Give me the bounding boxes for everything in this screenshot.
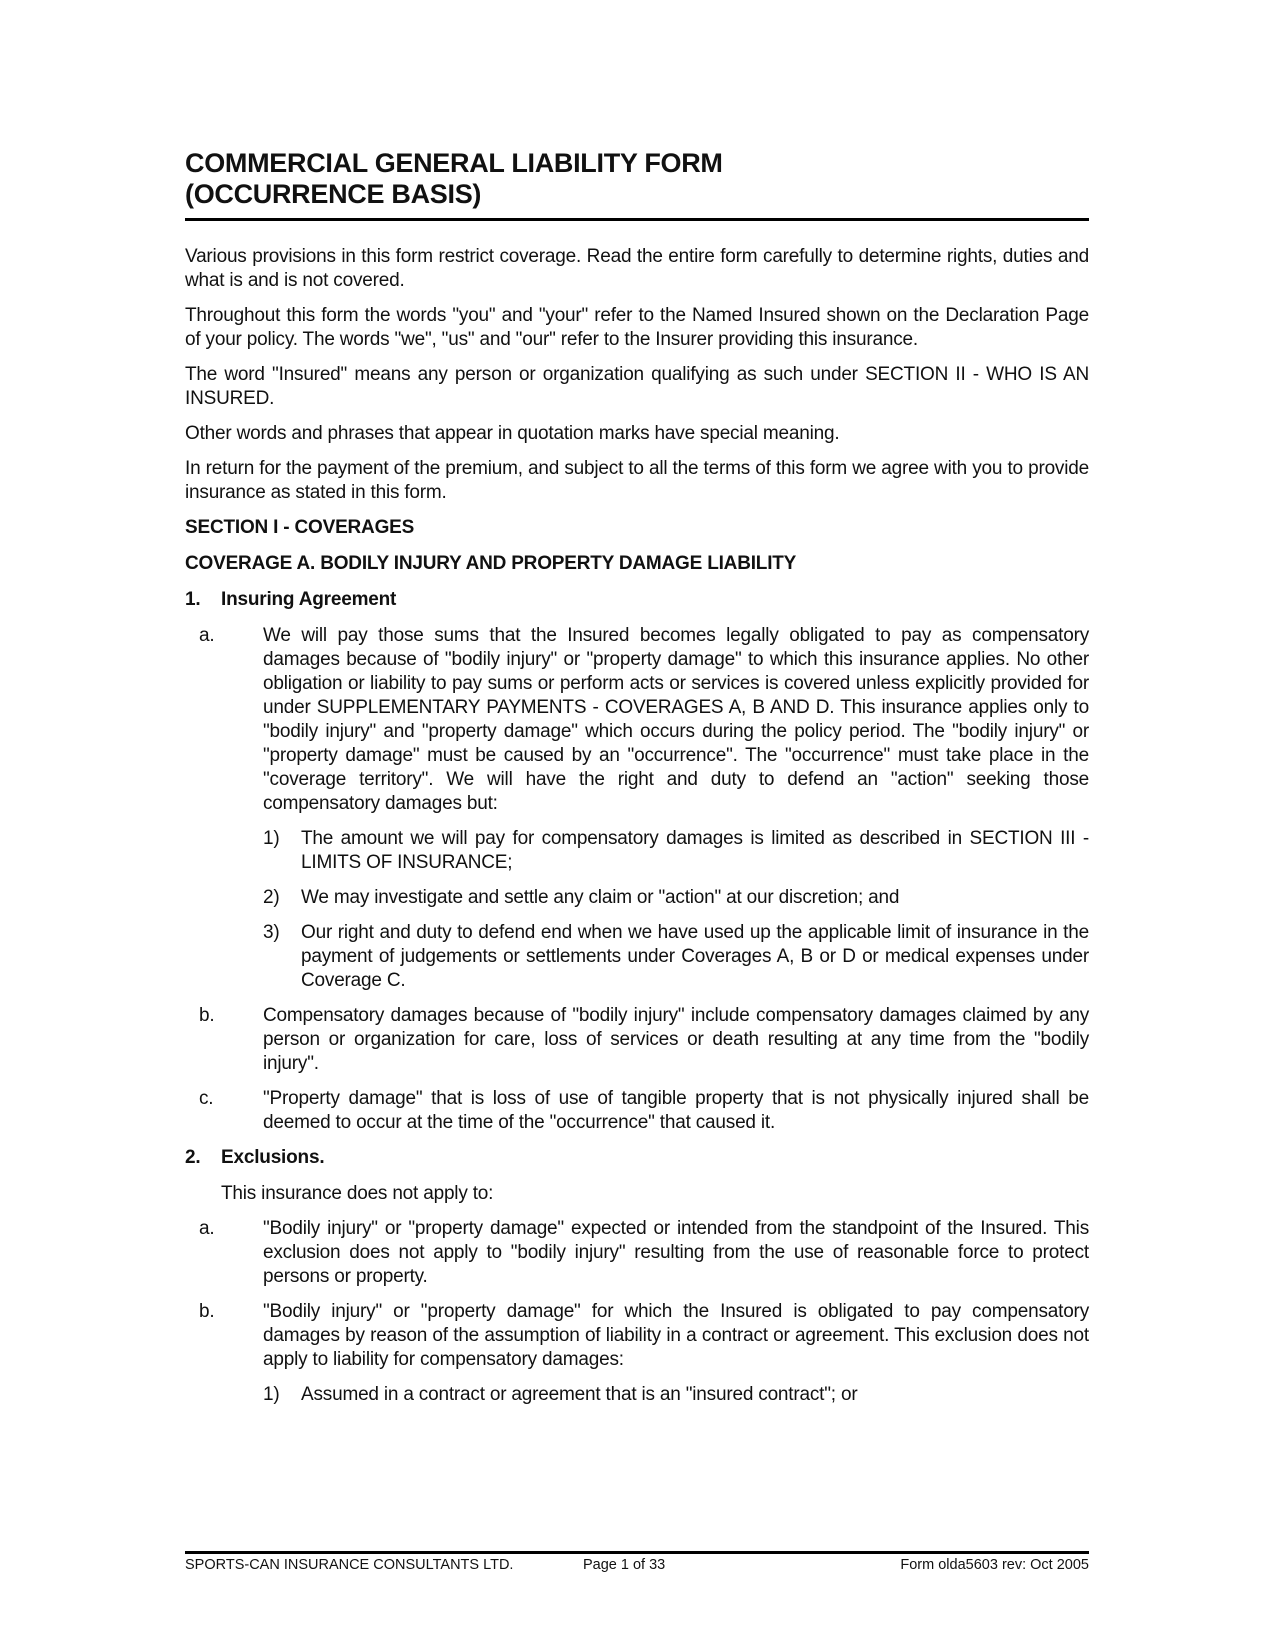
list-marker: 1)	[263, 828, 280, 849]
list-text: We will pay those sums that the Insured becomes legally obligated to pay as compensatory damages because of "bodily injury" or "property damage" to which this insurance applies. No other obligation or liability to pay sums or perform acts or services is covered unless explicitly provided for under SUPPLEMENTARY PAYMENTS - COVERAGES A, B AND D. This insurance applies only to "bodily injury" and "property damage" which occurs during the policy period. The "bodily injury" or "property damage" must be caused by an "occurrence". The "occurrence" must take place in the "coverage territory". We will have the right and duty to defend an "action" seeking those compensatory damages but:	[263, 625, 1089, 814]
list-text: We may investigate and settle any claim or "action" at our discretion; and	[301, 887, 900, 908]
sub-list-item	[263, 827, 1089, 875]
footer-rule	[185, 1551, 1089, 1554]
list-marker: a.	[199, 1218, 215, 1239]
exclusions-heading	[185, 1146, 1089, 1170]
title-line-1: COMMERCIAL GENERAL LIABILITY FORM	[185, 148, 723, 178]
list-text: The amount we will pay for compensatory damages is limited as described in SECTION III - LIMITS OF INSURANCE;	[301, 828, 1089, 873]
list-marker: 3)	[263, 922, 280, 943]
list-item	[199, 624, 1089, 816]
list-text: Assumed in a contract or agreement that is an "insured contract"; or	[301, 1384, 858, 1405]
list-text: Compensatory damages because of "bodily injury" include compensatory damages claimed by any person or organization for care, loss of services or death resulting at any time from the "bodily injury".	[263, 1005, 1089, 1074]
list-item	[199, 1004, 1089, 1076]
page-footer	[185, 1557, 1089, 1573]
document-title	[185, 148, 1089, 210]
insuring-agreement-heading	[185, 588, 1089, 612]
sub-list-item	[263, 921, 1089, 993]
footer-form-id: Form olda5603 rev: Oct 2005	[900, 1557, 1089, 1573]
intro-paragraph: In return for the payment of the premium, and subject to all the terms of this form we agree with you to provide insurance as stated in this form.	[185, 458, 1089, 503]
list-text: Our right and duty to defend end when we have used up the applicable limit of insurance in the payment of judgements or settlements under Coverages A, B or D or medical expenses under Coverage C.	[301, 922, 1089, 991]
list-marker: b.	[199, 1301, 215, 1322]
section-heading: SECTION I - COVERAGES	[185, 517, 415, 538]
footer-company: SPORTS-CAN INSURANCE CONSULTANTS LTD.	[185, 1557, 514, 1573]
intro-paragraph: Other words and phrases that appear in quotation marks have special meaning.	[185, 423, 840, 444]
heading-text: Exclusions.	[221, 1147, 325, 1168]
list-marker: b.	[199, 1005, 215, 1026]
list-item	[199, 1087, 1089, 1135]
list-marker: a.	[199, 625, 215, 646]
list-text: "Property damage" that is loss of use of tangible property that is not physically injured shall be deemed to occur at the time of the "occurrence" that caused it.	[263, 1088, 1089, 1133]
list-item	[199, 1217, 1089, 1289]
intro-paragraph: The word "Insured" means any person or organization qualifying as such under SECTION II - WHO IS AN INSURED.	[185, 364, 1089, 409]
sub-list-item	[263, 1383, 1089, 1407]
heading-number: 2.	[185, 1147, 201, 1168]
list-text: "Bodily injury" or "property damage" for which the Insured is obligated to pay compensatory damages by reason of the assumption of liability in a contract or agreement. This exclusion does not apply to liability for compensatory damages:	[263, 1301, 1089, 1370]
intro-paragraph: Throughout this form the words "you" and "your" refer to the Named Insured shown on the Declaration Page of your policy. The words "we", "us" and "our" refer to the Insurer providing this insurance.	[185, 305, 1089, 350]
document-body	[185, 245, 1089, 1418]
sub-list-item	[263, 886, 1089, 910]
heading-text: Insuring Agreement	[221, 589, 397, 610]
exclusions-intro: This insurance does not apply to:	[221, 1183, 494, 1204]
intro-paragraph: Various provisions in this form restrict coverage. Read the entire form carefully to determine rights, duties and what is and is not covered.	[185, 246, 1089, 291]
heading-number: 1.	[185, 589, 201, 610]
coverage-heading: COVERAGE A. BODILY INJURY AND PROPERTY DAMAGE LIABILITY	[185, 553, 797, 574]
list-marker: c.	[199, 1088, 214, 1109]
title-rule	[185, 218, 1089, 221]
title-line-2: (OCCURRENCE BASIS)	[185, 179, 482, 209]
list-marker: 1)	[263, 1384, 280, 1405]
footer-page-number: Page 1 of 33	[583, 1557, 666, 1573]
list-marker: 2)	[263, 887, 280, 908]
list-text: "Bodily injury" or "property damage" expected or intended from the standpoint of the Insured. This exclusion does not apply to "bodily injury" resulting from the use of reasonable force to protect persons or property.	[263, 1218, 1089, 1287]
list-item	[199, 1300, 1089, 1372]
